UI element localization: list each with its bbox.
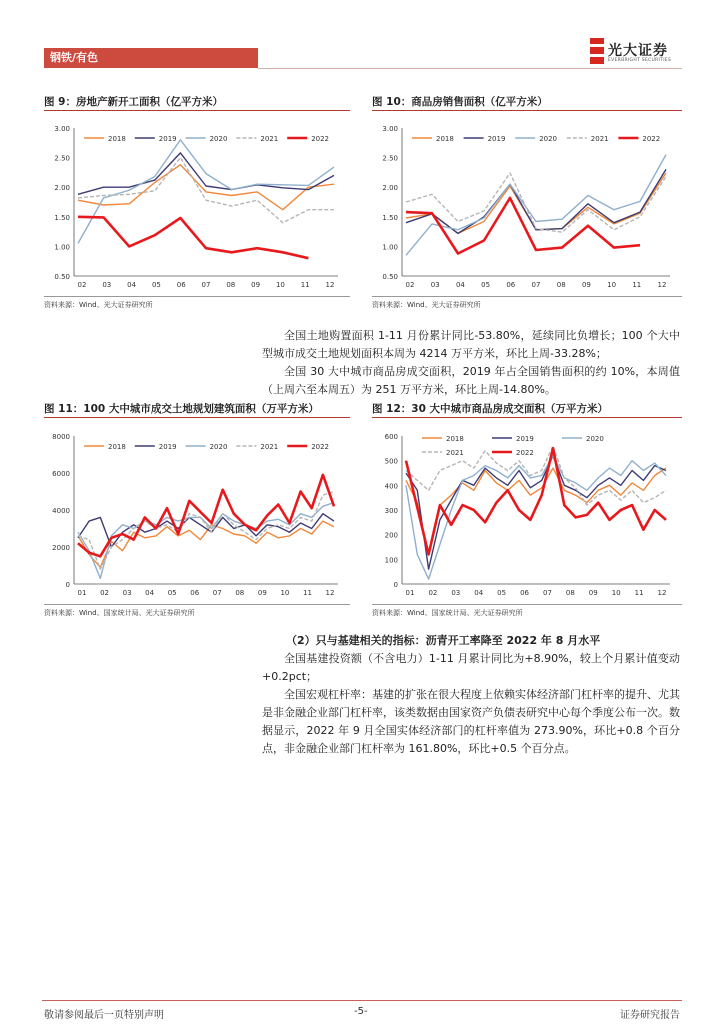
fig11-xtick-label: 03	[122, 589, 132, 597]
fig12-svg	[372, 422, 682, 602]
figure-11-chart	[44, 422, 350, 602]
paragraph-land-purchase: 全国土地购置面积 1-11 月份累计同比-53.80%，延续同比负增长；100 个大中型城市成交土地规划面积本周为 4214 万平方米，环比上周-33.28%；	[262, 329, 680, 360]
fig11-ytick-label: 8000	[52, 433, 70, 441]
fig11-xtick-label: 04	[145, 589, 155, 597]
fig9-xtick-label: 07	[201, 281, 211, 289]
fig11-ytick-label: 2000	[52, 544, 70, 552]
figure-9-rule	[44, 110, 350, 111]
fig9-xtick-label: 04	[127, 281, 137, 289]
fig10-xtick-label: 12	[657, 281, 667, 289]
fig11-xtick-label: 10	[280, 589, 290, 597]
fig9-ytick-label: 1.50	[54, 213, 70, 222]
fig10-xtick-label: 02	[405, 281, 415, 289]
fig10-xtick-label: 06	[506, 281, 516, 289]
fig12-xtick-label: 04	[474, 589, 484, 597]
fig12-series-2020	[406, 456, 666, 579]
fig12-ytick-label: 100	[384, 556, 398, 565]
fig12-ytick-label: 500	[384, 457, 398, 466]
fig12-xtick-label: 09	[588, 589, 598, 597]
figure-10-rule	[372, 110, 682, 111]
figure-12-source-rule	[372, 604, 682, 605]
fig10-xtick-label: 08	[556, 281, 566, 289]
fig12-xtick-label: 10	[611, 589, 621, 597]
fig11-xtick-label: 11	[302, 589, 312, 597]
fig9-legend-label-2019: 2019	[158, 135, 177, 143]
fig12-legend-label-2022: 2022	[516, 449, 534, 457]
fig12-legend-label-2021: 2021	[446, 449, 464, 457]
fig11-svg	[44, 422, 350, 602]
logo-mark-icon	[590, 38, 604, 64]
figure-11-source: 资料来源：Wind、国家统计局、光大证券研究所	[44, 609, 195, 617]
fig10-xtick-label: 05	[481, 281, 491, 289]
footer-disclaimer: 敬请参阅最后一页特别声明	[44, 1010, 164, 1021]
figure-9-title: 图 9：房地产新开工面积（亿平方米）	[44, 96, 223, 108]
fig12-ytick-label: 200	[384, 531, 398, 540]
fig12-xtick-label: 08	[565, 589, 575, 597]
fig11-xtick-label: 12	[325, 589, 335, 597]
fig12-xtick-label: 07	[542, 589, 552, 597]
fig9-legend-label-2020: 2020	[209, 135, 228, 143]
figure-9-chart	[44, 114, 350, 294]
fig12-ytick-label: 600	[384, 433, 398, 441]
fig10-xtick-label: 04	[455, 281, 465, 289]
fig11-xtick-label: 07	[212, 589, 222, 597]
fig9-ytick-label: 2.00	[54, 184, 70, 193]
fig12-legend-label-2019: 2019	[516, 435, 534, 443]
fig9-xtick-label: 08	[226, 281, 236, 289]
fig9-ytick-label: 2.50	[54, 154, 70, 163]
fig11-ytick-label: 4000	[52, 507, 70, 515]
logo-text-cn: 光大证券	[608, 43, 668, 59]
fig10-svg	[372, 114, 682, 294]
fig10-ytick-label: 0.50	[382, 273, 398, 281]
fig10-ytick-label: 2.00	[382, 184, 398, 193]
fig11-ytick-label: 6000	[52, 470, 70, 478]
fig9-legend-label-2021: 2021	[260, 135, 279, 143]
fig9-series-2021	[78, 158, 334, 223]
fig10-xtick-label: 03	[430, 281, 440, 289]
fig9-xtick-label: 03	[102, 281, 112, 289]
figure-10-chart	[372, 114, 682, 294]
footer-report-type: 证券研究报告	[620, 1010, 680, 1021]
fig9-legend-label-2022: 2022	[311, 135, 330, 143]
fig12-xtick-label: 01	[405, 589, 415, 597]
figure-12-rule	[372, 417, 682, 418]
fig11-xtick-label: 02	[100, 589, 110, 597]
fig12-legend-label-2018: 2018	[446, 435, 464, 443]
footer-rule	[42, 1000, 682, 1001]
company-logo	[590, 38, 686, 68]
fig10-xtick-label: 07	[531, 281, 541, 289]
figure-10-title: 图 10：商品房销售面积（亿平方米）	[372, 96, 548, 108]
header-rule	[258, 68, 682, 69]
fig10-ytick-label: 1.00	[382, 243, 398, 252]
figure-12-title: 图 12：30 大中城市商品房成交面积（万平方米）	[372, 403, 609, 415]
fig10-legend-label-2019: 2019	[487, 135, 506, 143]
figure-11-rule	[44, 417, 350, 418]
fig9-xtick-label: 02	[77, 281, 87, 289]
fig12-ytick-label: 400	[384, 482, 398, 491]
fig12-ytick-label: 0	[393, 581, 398, 589]
fig12-ytick-label: 300	[384, 507, 398, 515]
fig12-xtick-label: 06	[520, 589, 530, 597]
fig11-legend-label-2020: 2020	[209, 443, 228, 451]
fig9-ytick-label: 1.00	[54, 243, 70, 252]
fig12-xtick-label: 11	[634, 589, 644, 597]
logo-text-en: EVERBRIGHT SECURITIES	[608, 58, 672, 63]
fig12-series-2021	[406, 446, 666, 505]
fig10-legend-label-2020: 2020	[539, 135, 558, 143]
fig12-xtick-label: 05	[497, 589, 507, 597]
fig9-xtick-label: 09	[251, 281, 261, 289]
figure-9-source-rule	[44, 296, 350, 297]
fig9-xtick-label: 05	[151, 281, 161, 289]
fig11-legend-label-2018: 2018	[108, 443, 126, 451]
fig12-xtick-label: 12	[657, 589, 667, 597]
fig9-xtick-label: 06	[176, 281, 186, 289]
figure-11-title: 图 11：100 大中城市成交土地规划建筑面积（万平方米）	[44, 403, 319, 415]
paragraph-infrastructure-investment: 全国基建投资额（不含电力）1-11 月累计同比为+8.90%，较上个月累计值变动+0.2pct；	[262, 652, 680, 683]
fig10-xtick-label: 11	[632, 281, 642, 289]
fig11-xtick-label: 09	[257, 589, 267, 597]
fig10-ytick-label: 3.00	[382, 125, 398, 133]
fig10-ytick-label: 2.50	[382, 154, 398, 163]
fig10-series-2020	[406, 155, 666, 256]
figure-11-source-rule	[44, 604, 350, 605]
fig9-xtick-label: 12	[325, 281, 335, 289]
section-tag: 钢铁/有色	[44, 48, 258, 68]
fig10-legend-label-2018: 2018	[436, 135, 454, 143]
fig12-xtick-label: 03	[451, 589, 461, 597]
fig9-series-2022	[78, 217, 308, 258]
fig11-xtick-label: 06	[190, 589, 200, 597]
figure-9-source: 资料来源：Wind、光大证券研究所	[44, 301, 153, 309]
fig11-legend-label-2021: 2021	[260, 443, 279, 451]
figure-12-chart	[372, 422, 682, 602]
fig9-xtick-label: 10	[275, 281, 285, 289]
paragraph-macro-leverage: 全国宏观杠杆率：基建的扩张在很大程度上依赖实体经济部门杠杆率的提升、尤其是非金融企业部门杠杆率，该类数据由国家资产负债表研究中心每个季度公布一次。数据显示，2022 年 9 月全国实体经济部门的杠杆率值为 273.90%，环比+0.8 个百分点，非金融企业部门杠杆率为 161.80%，环比+0.5 个百分点。	[262, 688, 680, 755]
fig10-xtick-label: 09	[581, 281, 591, 289]
figure-10-source: 资料来源：Wind、光大证券研究所	[372, 301, 481, 309]
fig11-legend-label-2019: 2019	[158, 443, 177, 451]
fig11-xtick-label: 05	[167, 589, 177, 597]
fig9-ytick-label: 3.00	[54, 125, 70, 133]
fig10-xtick-label: 10	[607, 281, 617, 289]
fig9-legend-label-2018: 2018	[108, 135, 126, 143]
fig10-legend-label-2022: 2022	[642, 135, 661, 143]
fig12-xtick-label: 02	[428, 589, 438, 597]
figure-12-source: 资料来源：Wind、国家统计局、光大证券研究所	[372, 609, 523, 617]
page-number: -5-	[354, 1006, 368, 1017]
fig12-legend-label-2020: 2020	[586, 435, 604, 443]
fig9-svg	[44, 114, 350, 294]
fig10-ytick-label: 1.50	[382, 213, 398, 222]
fig11-ytick-label: 0	[65, 581, 70, 589]
paragraph-housing-transactions: 全国 30 大中城市商品房成交面积，2019 年占全国销售面积的约 10%，本周值（上周六至本周五）为 251 万平方米，环比上周-14.80%。	[262, 365, 680, 396]
fig10-legend-label-2021: 2021	[590, 135, 609, 143]
fig11-xtick-label: 08	[235, 589, 245, 597]
fig11-xtick-label: 01	[77, 589, 87, 597]
fig11-legend-label-2022: 2022	[311, 443, 330, 451]
fig9-xtick-label: 11	[300, 281, 310, 289]
section-heading-infrastructure: （2）只与基建相关的指标：沥青开工率降至 2022 年 8 月水平	[286, 634, 601, 647]
fig9-ytick-label: 0.50	[54, 273, 70, 281]
figure-10-source-rule	[372, 296, 682, 297]
